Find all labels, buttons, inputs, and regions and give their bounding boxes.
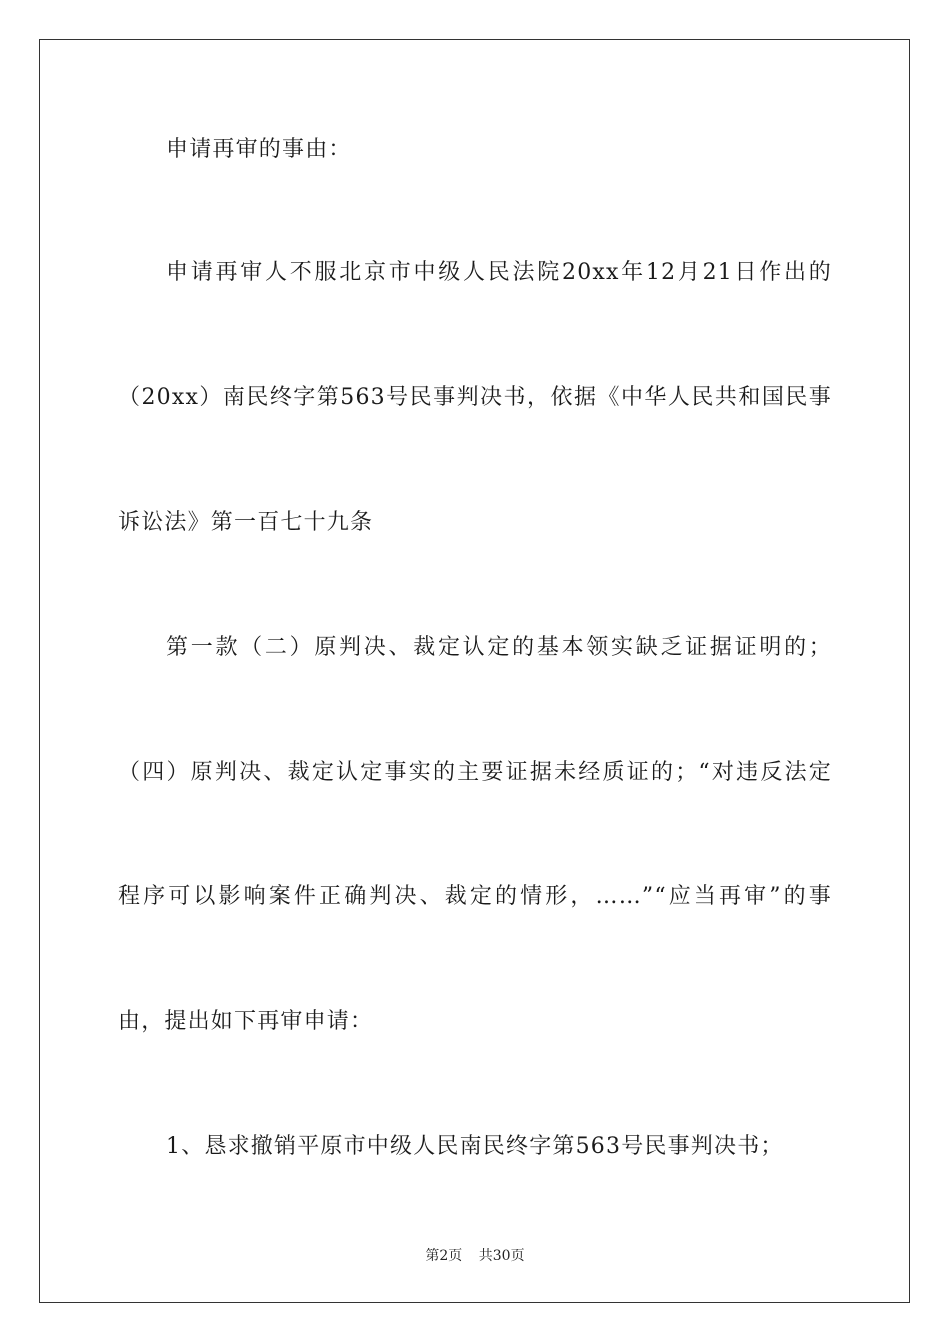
page-total: 共30页 xyxy=(478,1248,525,1264)
text-line-6: （四）原判决、裁定认定事实的主要证据未经质证的；“对违反法定 xyxy=(118,760,832,785)
page-number: 第2页 xyxy=(425,1248,463,1264)
text-line-4: 诉讼法》第一百七十九条 xyxy=(118,510,374,535)
page-footer xyxy=(0,1246,950,1266)
text-line-7: 程序可以影响案件正确判决、裁定的情形，……”“应当再审”的事 xyxy=(118,884,832,909)
text-line-2: 申请再审人不服北京市中级人民法院20xx年12月21日作出的 xyxy=(166,260,832,285)
text-line-1: 申请再审的事由： xyxy=(166,137,352,162)
text-line-3: （20xx）南民终字第563号民事判决书，依据《中华人民共和国民事 xyxy=(118,385,832,410)
text-line-5: 第一款（二）原判决、裁定认定的基本领实缺乏证据证明的； xyxy=(166,635,832,660)
text-line-9: 1、恳求撤销平原市中级人民南民终字第563号民事判决书； xyxy=(166,1134,784,1159)
text-line-8: 由，提出如下再审申请： xyxy=(118,1009,374,1034)
page-border xyxy=(39,39,910,1303)
